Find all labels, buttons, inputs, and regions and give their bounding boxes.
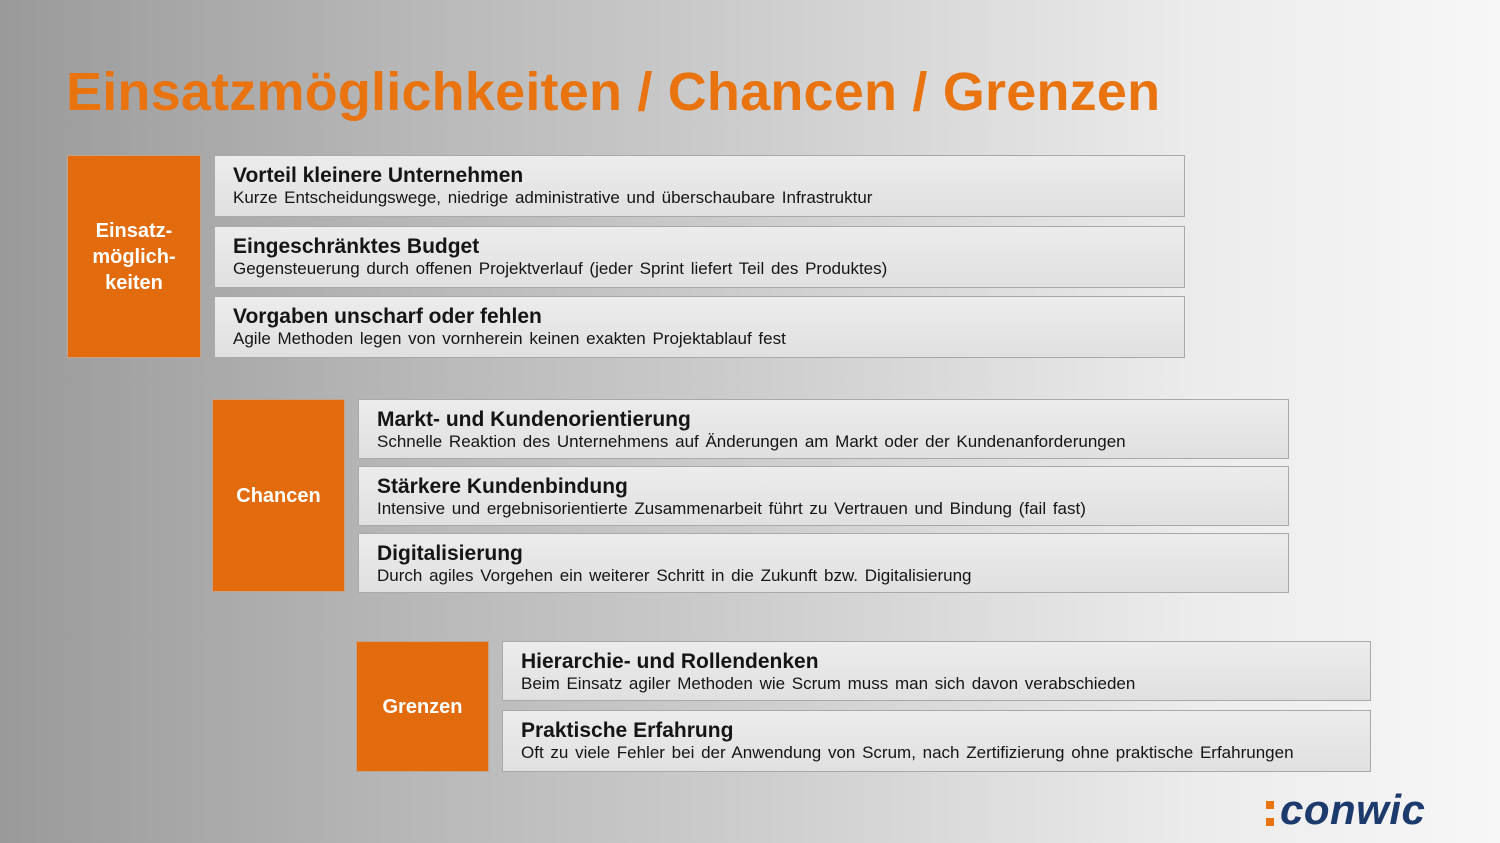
item-digitalisierung xyxy=(358,533,1289,593)
item-eingeschraenktes-budget xyxy=(214,226,1185,288)
conwic-logo xyxy=(1266,788,1425,832)
slide-title: Einsatzmöglichkeiten / Chancen / Grenzen xyxy=(66,62,1161,122)
item-vorgaben-unscharf xyxy=(214,296,1185,358)
item-title: Markt- und Kundenorientierung xyxy=(377,408,691,431)
item-description: Schnelle Reaktion des Unternehmens auf Änderungen am Markt oder der Kundenanforderungen xyxy=(377,432,1126,451)
item-description: Kurze Entscheidungswege, niedrige administrative und überschaubare Infrastruktur xyxy=(233,188,873,207)
item-description: Intensive und ergebnisorientierte Zusammenarbeit führt zu Vertrauen und Bindung (fail fast) xyxy=(377,499,1086,518)
item-title: Eingeschränktes Budget xyxy=(233,235,480,258)
item-vorteil-kleinere-unternehmen xyxy=(214,155,1185,217)
item-staerkere-kundenbindung xyxy=(358,466,1289,526)
item-description: Beim Einsatz agiler Methoden wie Scrum muss man sich davon verabschieden xyxy=(521,674,1136,693)
item-title: Hierarchie- und Rollendenken xyxy=(521,650,819,673)
item-description: Agile Methoden legen von vornherein keinen exakten Projektablauf fest xyxy=(233,329,786,348)
item-praktische-erfahrung xyxy=(502,710,1371,772)
item-title: Vorgaben unscharf oder fehlen xyxy=(233,305,542,328)
item-title: Vorteil kleinere Unternehmen xyxy=(233,164,524,187)
item-title: Digitalisierung xyxy=(377,542,523,565)
item-markt-kundenorientierung xyxy=(358,399,1289,459)
item-hierarchie-rollendenken xyxy=(502,641,1371,701)
item-description: Durch agiles Vorgehen ein weiterer Schritt in die Zukunft bzw. Digitalisierung xyxy=(377,566,972,585)
item-title: Stärkere Kundenbindung xyxy=(377,475,628,498)
item-description: Oft zu viele Fehler bei der Anwendung von Scrum, nach Zertifizierung ohne praktische Erfahrungen xyxy=(521,743,1294,762)
item-description: Gegensteuerung durch offenen Projektverlauf (jeder Sprint liefert Teil des Produktes) xyxy=(233,259,888,278)
logo-colon-icon xyxy=(1266,801,1274,826)
item-title: Praktische Erfahrung xyxy=(521,719,734,742)
label-chancen: Chancen xyxy=(212,399,345,592)
logo-text: conwic xyxy=(1280,786,1426,833)
label-einsatzmoeglichkeiten: Einsatz- möglich- keiten xyxy=(67,155,201,358)
label-grenzen: Grenzen xyxy=(356,641,489,772)
